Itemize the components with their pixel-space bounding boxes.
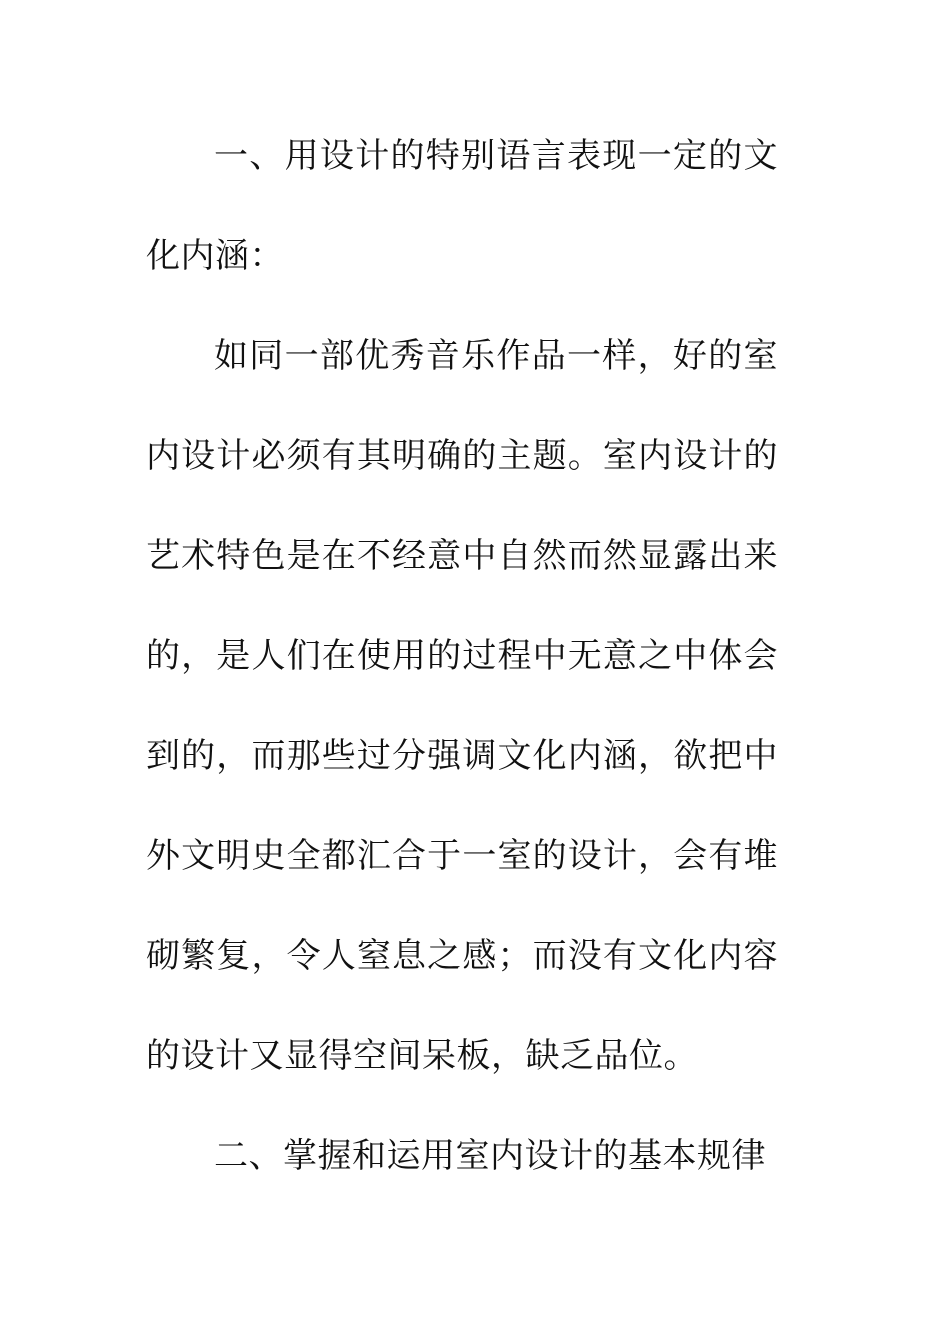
document-body [146,106,778,1206]
heading-paragraph-2: 二、掌握和运用室内设计的基本规律 [214,1136,766,1176]
body-paragraph: 如同一部优秀音乐作品一样，好的室内设计必须有其明确的主题。室内设计的艺术特色是在不经意中自然而然显露出来的，是人们在使用的过程中无意之中体会到的，而那些过分强调文化内涵，欲把中外文明史全都汇合于一室的设计，会有堆砌繁复，令人窒息之感；而没有文化内容的设计又显得空间呆板，缺乏品位。 [146,336,778,1076]
heading-paragraph-1: 一、用设计的特别语言表现一定的文化内涵： [146,136,778,276]
